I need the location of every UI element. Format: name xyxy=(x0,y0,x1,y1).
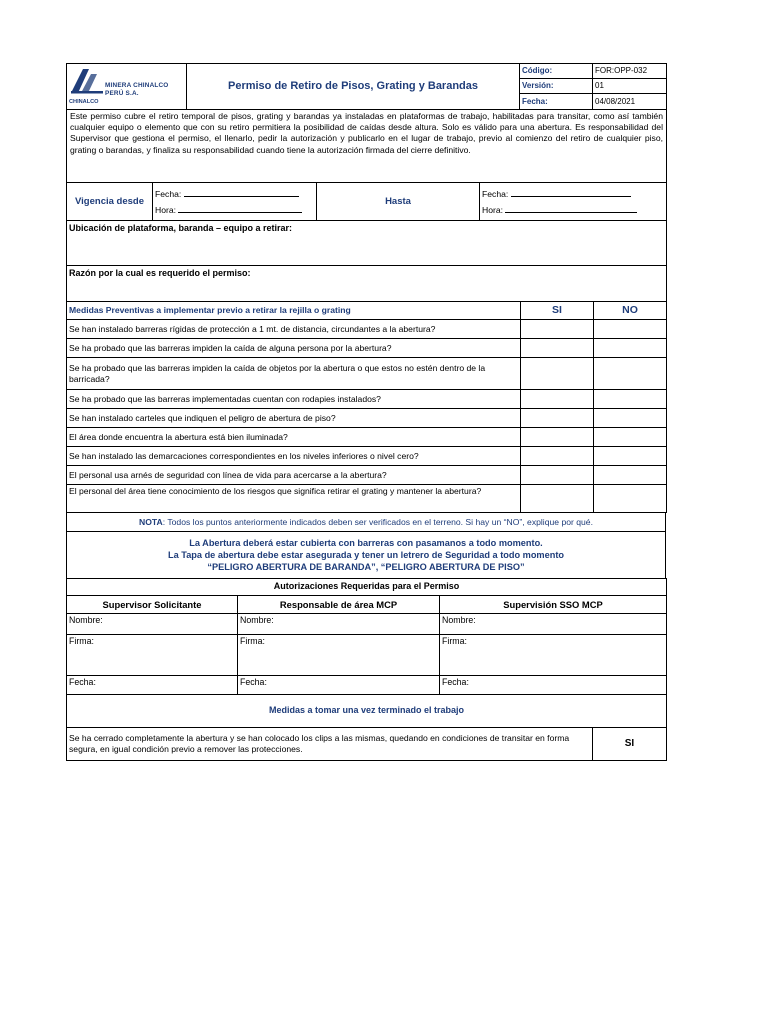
vigencia-hasta-label: Hasta xyxy=(317,183,480,221)
fecha-field[interactable]: Fecha: xyxy=(67,676,238,695)
version-value: 01 xyxy=(593,79,667,94)
medida-item: Se ha probado que las barreras impiden la caída de alguna persona por la abertura? xyxy=(67,339,521,358)
col-supervisor-solicitante: Supervisor Solicitante xyxy=(67,596,238,614)
firma-field[interactable]: Firma: xyxy=(440,635,667,676)
medida-si-cell[interactable] xyxy=(521,466,594,485)
nombre-field[interactable]: Nombre: xyxy=(238,614,440,635)
medida-item: El área donde encuentra la abertura está bien iluminada? xyxy=(67,428,521,447)
warning-banner xyxy=(67,532,666,579)
medida-item: Se han instalado las demarcaciones correspondientes en los niveles inferiores o nivel cero? xyxy=(67,447,521,466)
desde-fecha-field[interactable] xyxy=(184,188,299,197)
medida-item: Se ha probado que las barreras implementadas cuentan con rodapies instalados? xyxy=(67,390,521,409)
date-value: 04/08/2021 xyxy=(593,94,667,110)
hasta-hora-label: Hora: xyxy=(482,204,504,215)
vigencia-desde-label: Vigencia desde xyxy=(67,183,153,221)
medida-item: Se han instalado carteles que indiquen el peligro de abertura de piso? xyxy=(67,409,521,428)
medida-no-cell[interactable] xyxy=(594,339,667,358)
logo-text: CHINALCO xyxy=(69,99,99,105)
hasta-fecha-label: Fecha: xyxy=(482,188,509,199)
nombre-field[interactable]: Nombre: xyxy=(67,614,238,635)
medida-item: Se han instalado barreras rígidas de protección a 1 mt. de distancia, circundantes a la abertura? xyxy=(67,320,521,339)
nombre-field[interactable]: Nombre: xyxy=(440,614,667,635)
ubicacion-label[interactable]: Ubicación de plataforma, baranda – equipo a retirar: xyxy=(67,221,667,266)
cierre-text: Se ha cerrado completamente la abertura y se han colocado los clips a las mismas, quedando en condiciones de transitar en forma segura, en igual condición previo a remover las protecciones. xyxy=(67,728,593,761)
cierre-si-cell[interactable]: SI xyxy=(593,728,667,761)
col-supervision-sso: Supervisión SSO MCP xyxy=(440,596,667,614)
autorizaciones-table xyxy=(66,578,667,695)
nota-body: : Todos los puntos anteriormente indicados deben ser verificados en el terreno. Si hay un “NO”, explique por qué. xyxy=(162,516,593,527)
medida-no-cell[interactable] xyxy=(594,390,667,409)
header-table xyxy=(66,63,667,110)
hasta-hora-field[interactable] xyxy=(505,204,637,213)
medida-no-cell[interactable] xyxy=(594,447,667,466)
medida-si-cell[interactable] xyxy=(521,485,594,513)
medida-si-cell[interactable] xyxy=(521,339,594,358)
medida-no-cell[interactable] xyxy=(594,358,667,390)
medida-si-cell[interactable] xyxy=(521,409,594,428)
medidas-title: Medidas Preventivas a implementar previo a retirar la rejilla o grating xyxy=(67,302,521,320)
date-label: Fecha: xyxy=(520,94,593,110)
medida-no-cell[interactable] xyxy=(594,320,667,339)
notes-table xyxy=(66,512,666,579)
chinalco-logo-icon xyxy=(69,66,105,94)
desde-hora-label: Hora: xyxy=(155,204,177,215)
cierre-title: Medidas a tomar una vez terminado el trabajo xyxy=(67,695,667,728)
medida-no-cell[interactable] xyxy=(594,428,667,447)
hasta-fecha-field[interactable] xyxy=(511,188,631,197)
medida-si-cell[interactable] xyxy=(521,320,594,339)
banner-line: La Tapa de abertura debe estar asegurada y tener un letrero de Seguridad a todo momento xyxy=(167,549,564,560)
medida-item: El personal usa arnés de seguridad con línea de vida para acercarse a la abertura? xyxy=(67,466,521,485)
cierre-table xyxy=(66,694,667,761)
desde-hora-field[interactable] xyxy=(178,204,302,213)
autorizaciones-title: Autorizaciones Requeridas para el Permiso xyxy=(67,579,667,596)
fecha-field[interactable]: Fecha: xyxy=(238,676,440,695)
medida-item: Se ha probado que las barreras impiden la caída de objetos por la abertura o que estos no estén dentro de la barricada? xyxy=(67,358,521,390)
medida-no-cell[interactable] xyxy=(594,466,667,485)
banner-line: “PELIGRO ABERTURA DE BARANDA”, “PELIGRO ABERTURA DE PISO” xyxy=(207,562,525,573)
razon-label[interactable]: Razón por la cual es requerido el permiso: xyxy=(67,266,667,302)
permit-form xyxy=(66,63,666,761)
code-value: FOR:OPP-032 xyxy=(593,64,667,79)
nota-text xyxy=(67,513,666,532)
logo-cell xyxy=(67,64,187,110)
firma-field[interactable]: Firma: xyxy=(238,635,440,676)
fecha-field[interactable]: Fecha: xyxy=(440,676,667,695)
vigencia-hasta-fields xyxy=(480,183,667,221)
no-header: NO xyxy=(594,302,667,320)
col-responsable-area: Responsable de área MCP xyxy=(238,596,440,614)
medida-no-cell[interactable] xyxy=(594,409,667,428)
medida-item: El personal del área tiene conocimiento de los riesgos que significa retirar el grating y mantener la abertura? xyxy=(67,485,521,513)
page-title: Permiso de Retiro de Pisos, Grating y Barandas xyxy=(187,64,520,110)
medida-si-cell[interactable] xyxy=(521,428,594,447)
medidas-table xyxy=(66,301,667,513)
version-label: Versión: xyxy=(520,79,593,94)
code-label: Código: xyxy=(520,64,593,79)
banner-line: La Abertura deberá estar cubierta con barreras con pasamanos a todo momento. xyxy=(189,537,543,548)
intro-table xyxy=(66,109,667,302)
nota-label: NOTA xyxy=(139,516,163,527)
medida-no-cell[interactable] xyxy=(594,485,667,513)
medida-si-cell[interactable] xyxy=(521,358,594,390)
medida-si-cell[interactable] xyxy=(521,390,594,409)
si-header: SI xyxy=(521,302,594,320)
vigencia-desde-fields xyxy=(153,183,317,221)
desde-fecha-label: Fecha: xyxy=(155,188,182,199)
firma-field[interactable]: Firma: xyxy=(67,635,238,676)
company-name: MINERA CHINALCO PERÚ S.A. xyxy=(105,82,169,97)
intro-paragraph: Este permiso cubre el retiro temporal de pisos, grating y barandas ya instaladas en plataformas de trabajo, habilitadas para transitar, como así también cualquier equipo o elemento que con su retiro permitiera la posibilidad de caídas desde altura. Solo es válido para una abertura. Es responsabilidad del Supervisor que gestiona el permiso, el llenarlo, pedir la autorización y publicarlo en el lugar de trabajo, previo al comienzo del retiro de cualquier piso, grating o barandas, y finaliza su responsabilidad cuando tiene la autorización firmada del cierre definitivo. xyxy=(67,110,667,183)
medida-si-cell[interactable] xyxy=(521,447,594,466)
